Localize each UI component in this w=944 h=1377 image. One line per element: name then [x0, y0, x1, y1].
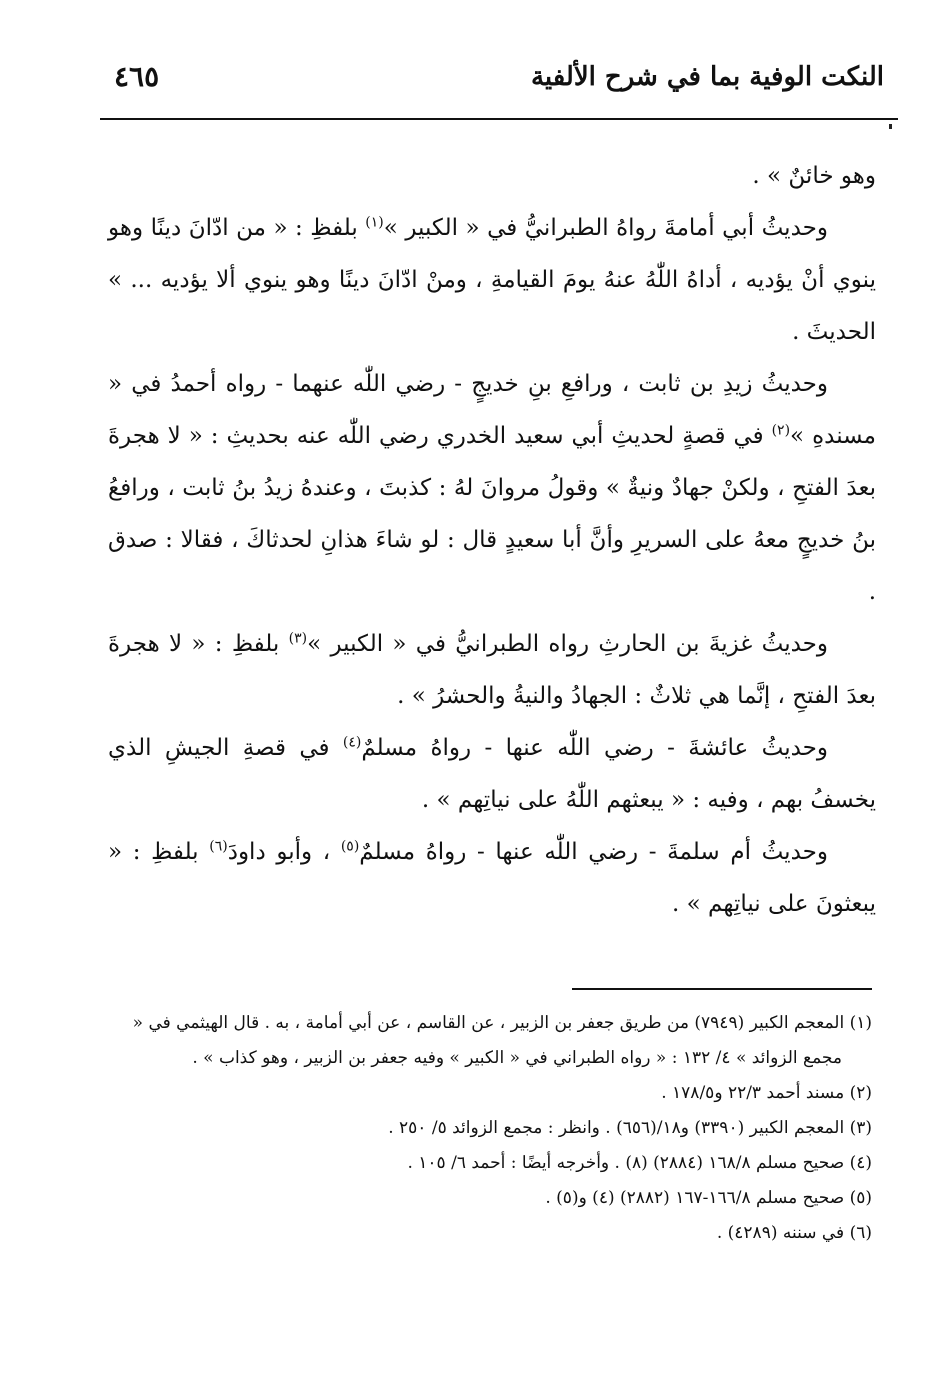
- page-header: [100, 58, 884, 116]
- footnote-ref-6: (٦): [209, 838, 228, 855]
- footnote-ref-3: (٣): [288, 630, 308, 647]
- paragraph-5-text-a: وحديثُ عائشةَ - رضي اللّٰه عنها - رواهُ مسلمٌ: [361, 735, 828, 761]
- main-text: [108, 150, 876, 930]
- footnote-5: (٥) صحيح مسلم ١٦٦/٨-١٦٧ (٢٨٨٢) (٤) و(٥) .: [545, 1188, 872, 1208]
- footnote-2: (٢) مسند أحمد ٢٢/٣ و١٧٨/٥ .: [661, 1083, 872, 1103]
- header-rule: [100, 118, 898, 120]
- paragraph-4-text-a: وحديثُ غزيةَ بن الحارثِ رواه الطبرانيُّ في « الكبير »: [307, 631, 828, 657]
- paragraph-6-text-b: ، وأبو داودَ: [227, 839, 341, 865]
- paragraph-5-text-b: في قصةِ الجيشِ الذي يخسفُ بهم ، وفيه : « يبعثهم اللّٰهُ على نياتِهم » .: [108, 735, 876, 813]
- page-number: ٤٦٥: [114, 60, 160, 93]
- header-tick-mark: [889, 124, 892, 129]
- paragraph-5: [108, 722, 876, 826]
- footnote-4: (٤) صحيح مسلم ١٦٨/٨ (٢٨٨٤) (٨) . وأخرجه أيضًا : أحمد ٦/ ١٠٥ .: [407, 1153, 872, 1173]
- paragraph-1-text: وهو خائنٌ » .: [752, 163, 876, 189]
- footnote-ref-1: (١): [365, 214, 384, 231]
- paragraph-2: [108, 202, 876, 358]
- paragraph-3-text-b: في قصةٍ لحديثِ أبي سعيد الخدري رضي اللّٰه عنه بحديثِ : « لا هجرةَ بعدَ الفتحِ ، ولكنْ جهادٌ ونيةٌ » وقولُ مروانَ لهُ : كذبتَ ، وعندهُ زيدُ بنُ ثابت ، ورافعُ بنُ خديجٍ معهُ على السريرِ وأنَّ أبا سعيدٍ قال : لو شاءَ هذانِ لحدثاكَ ، فقالا : صدق .: [108, 423, 876, 605]
- running-title: النكت الوفية بما في شرح الألفية: [530, 62, 884, 92]
- footnote-3: (٣) المعجم الكبير (٣٣٩٠) و١٨/(٦٥٦) . وانظر : مجمع الزوائد ٥/ ٢٥٠ .: [388, 1118, 872, 1138]
- paragraph-6-text-c: بلفظِ : « يبعثونَ على نياتِهم » .: [108, 839, 876, 917]
- footnote-1: (١) المعجم الكبير (٧٩٤٩) من طريق جعفر بن الزبير ، عن القاسم ، عن أبي أمامة ، به . قال الهيثمي في « مجمع الزوائد » ٤/ ١٣٢ : « رواه الطبراني في « الكبير » وفيه جعفر بن الزبير ، وهو كذاب » .: [132, 1013, 872, 1068]
- footnote-ref-5: (٥): [340, 838, 360, 855]
- paragraph-3-text-a: وحديثُ زيدِ بن ثابت ، ورافعِ بنِ خديجٍ - رضي اللّٰه عنهما - رواه أحمدُ في « مسندهِ »: [108, 371, 876, 449]
- paragraph-1: [108, 150, 876, 202]
- paragraph-3: [108, 358, 876, 618]
- paragraph-2-text-b: بلفظِ : « من ادّانَ دينًا وهو ينوي أنْ يؤديه ، أداهُ اللّٰهُ عنهُ يومَ القيامةِ ، ومنْ ادّانَ دينًا وهو ينوي ألا يؤديه ... » الحديثَ .: [108, 215, 876, 345]
- paragraph-4-text-b: بلفظِ : « لا هجرةَ بعدَ الفتحِ ، إنَّما هي ثلاثٌ : الجهادُ والنيةُ والحشرُ » .: [108, 631, 876, 709]
- footnote-ref-2: (٢): [771, 422, 791, 439]
- footnote-separator: [572, 988, 872, 990]
- footnote-ref-4: (٤): [342, 734, 362, 751]
- paragraph-2-text-a: وحديثُ أبي أمامةَ رواهُ الطبرانيُّ في « الكبير »: [383, 215, 828, 241]
- paragraph-4: [108, 618, 876, 722]
- footnotes-section: [96, 1006, 872, 1251]
- paragraph-6: [108, 826, 876, 930]
- paragraph-6-text-a: وحديثُ أم سلمةَ - رضي اللّٰه عنها - رواهُ مسلمٌ: [359, 839, 828, 865]
- footnote-6: (٦) في سننه (٤٢٨٩) .: [716, 1223, 872, 1243]
